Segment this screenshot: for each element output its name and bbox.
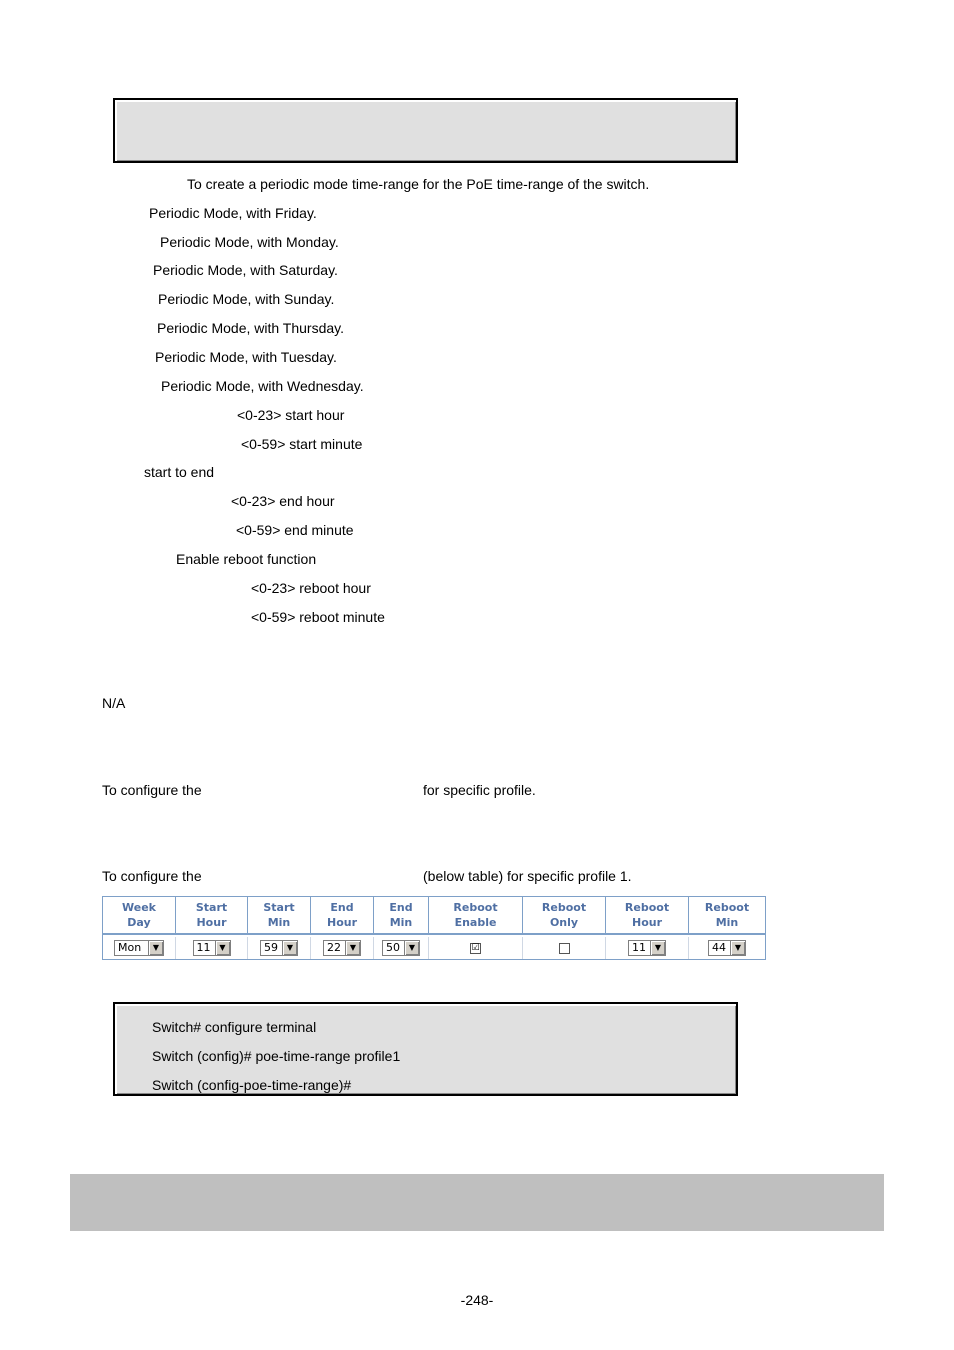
param-end-minute: <0-59> end minute <box>236 522 354 538</box>
week-day-select[interactable]: Mon ▼ <box>114 940 164 956</box>
header-reboot-hour: Reboot Hour <box>606 897 689 935</box>
param-wednesday: Periodic Mode, with Wednesday. <box>161 378 364 394</box>
header-week-day: Week Day <box>103 897 176 935</box>
start-hour-select[interactable]: 11 ▼ <box>193 940 231 956</box>
param-thursday: Periodic Mode, with Thursday. <box>157 320 345 336</box>
chevron-down-icon: ▼ <box>730 941 745 955</box>
header-end-min: End Min <box>374 897 429 935</box>
param-end-hour: <0-23> end hour <box>231 493 335 509</box>
chevron-down-icon: ▼ <box>345 941 360 955</box>
header-reboot-min: Reboot Min <box>689 897 765 935</box>
chevron-down-icon: ▼ <box>215 941 230 955</box>
param-reboot: Enable reboot function <box>176 551 317 567</box>
param-reboot-minute: <0-59> reboot minute <box>251 609 385 625</box>
chevron-down-icon: ▼ <box>148 941 163 955</box>
syntax-box <box>113 98 738 163</box>
reboot-only-checkbox[interactable] <box>559 943 570 954</box>
header-reboot-only: Reboot Only <box>523 897 606 935</box>
param-start-minute: <0-59> start minute <box>241 436 363 452</box>
header-reboot-enable: Reboot Enable <box>429 897 523 935</box>
param-sunday: Periodic Mode, with Sunday. <box>158 291 335 307</box>
example-line-1: Switch# configure terminal <box>152 1019 317 1035</box>
param-tuesday: Periodic Mode, with Tuesday. <box>155 349 337 365</box>
param-monday: Periodic Mode, with Monday. <box>160 234 339 250</box>
description-text: To create a periodic mode time-range for the PoE time-range of the switch. <box>187 176 650 192</box>
reboot-hour-select[interactable]: 11 ▼ <box>628 940 666 956</box>
reboot-enable-checkbox[interactable]: ☑ <box>471 942 480 953</box>
table-row <box>103 937 765 959</box>
param-start-to-end: start to end <box>144 464 215 480</box>
page-number: -248- <box>460 1292 494 1308</box>
example-box <box>113 1002 738 1096</box>
default-value: N/A <box>102 695 126 711</box>
param-saturday: Periodic Mode, with Saturday. <box>153 262 338 278</box>
header-start-min: Start Min <box>248 897 311 935</box>
param-friday: Periodic Mode, with Friday. <box>149 205 317 221</box>
usage-line1-end: for specific profile. <box>423 782 536 798</box>
chevron-down-icon: ▼ <box>282 941 297 955</box>
param-start-hour: <0-23> start hour <box>237 407 345 423</box>
reboot-min-select[interactable]: 44 ▼ <box>708 940 746 956</box>
usage-line1-start: To configure the <box>102 782 202 798</box>
header-end-hour: End Hour <box>311 897 374 935</box>
example-line-3: Switch (config-poe-time-range)# <box>152 1077 352 1093</box>
end-hour-select[interactable]: 22 ▼ <box>323 940 361 956</box>
chevron-down-icon: ▼ <box>650 941 665 955</box>
chevron-down-icon: ▼ <box>404 941 419 955</box>
table-header <box>103 897 765 937</box>
start-min-select[interactable]: 59 ▼ <box>260 940 298 956</box>
section-header-bar <box>70 1174 884 1231</box>
poe-time-range-table <box>102 896 766 960</box>
end-min-select[interactable]: 50 ▼ <box>382 940 420 956</box>
example-line-2: Switch (config)# poe-time-range profile1 <box>152 1048 401 1064</box>
header-start-hour: Start Hour <box>176 897 248 935</box>
usage-line2-end: (below table) for specific profile 1. <box>423 868 632 884</box>
param-reboot-hour: <0-23> reboot hour <box>251 580 371 596</box>
usage-line2-start: To configure the <box>102 868 202 884</box>
